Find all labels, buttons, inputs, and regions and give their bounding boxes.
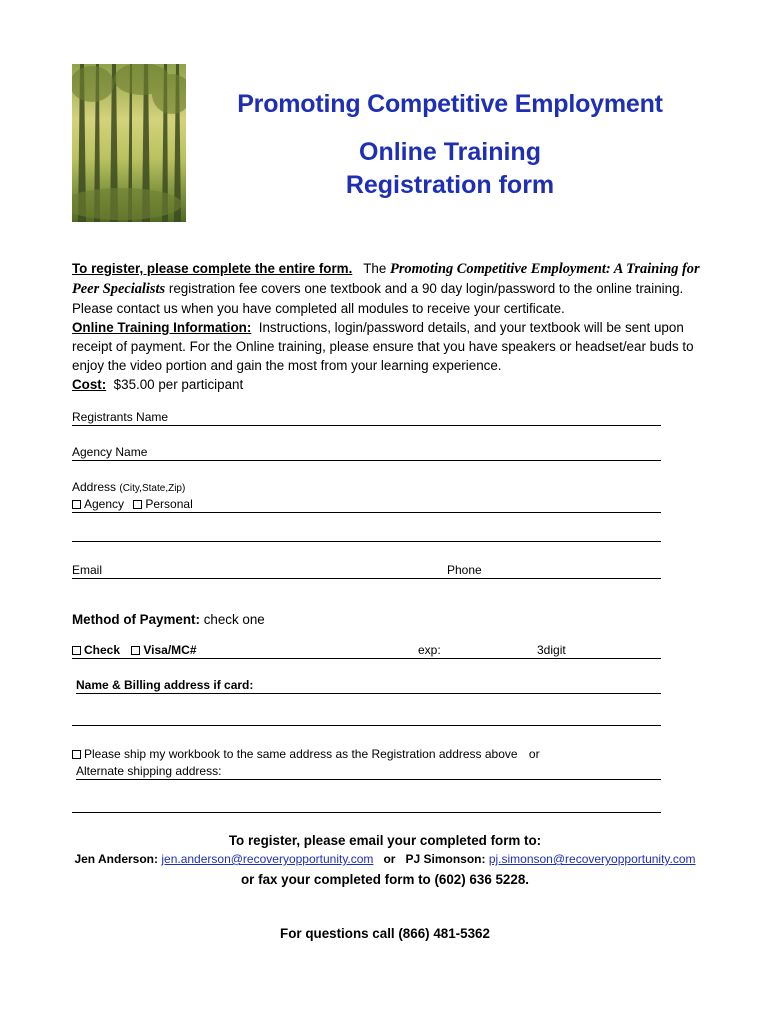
same-address-row[interactable] <box>72 746 540 762</box>
contact1-email-link[interactable]: jen.anderson@recoveryopportunity.com <box>161 852 374 866</box>
payment-instruction: check one <box>203 612 265 627</box>
address-hint: (City,State,Zip) <box>119 483 186 494</box>
billing-line-2[interactable] <box>72 725 661 726</box>
address-line-2[interactable] <box>72 541 661 542</box>
fax-instruction: or fax your completed form to (602) 636 5228. <box>241 872 529 887</box>
contacts-row <box>0 852 770 866</box>
online-info-text: Instructions, login/password details, and your textbook will be sent upon receipt of payment. For the Online training, please ensure that you have speakers or headset/ear buds to enjoy the video portion and gain the most from your learning experience. <box>72 320 694 373</box>
payment-method-field[interactable] <box>72 642 661 659</box>
intro-paragraph <box>72 259 700 394</box>
visa-checkbox[interactable] <box>131 646 140 655</box>
personal-option-label: Personal <box>145 497 193 511</box>
online-info-label: Online Training Information: <box>72 320 252 335</box>
agency-name-label: Agency Name <box>72 445 148 459</box>
page-title: Promoting Competitive Employment <box>237 90 663 118</box>
questions-phone: For questions call (866) 481-5362 <box>280 926 490 941</box>
billing-address-field[interactable] <box>76 677 661 694</box>
page-subtitle-line1: Online Training <box>359 138 541 166</box>
exp-label: exp: <box>418 643 441 657</box>
agency-option-label: Agency <box>84 497 125 511</box>
email-label: Email <box>72 563 103 577</box>
registrants-name-label: Registrants Name <box>72 410 169 424</box>
shipping-or: or <box>528 747 540 761</box>
check-label: Check <box>84 643 121 657</box>
billing-label: Name & Billing address if card: <box>76 678 254 692</box>
personal-checkbox[interactable] <box>133 500 142 509</box>
register-lead: To register, please complete the entire form. <box>72 261 353 276</box>
agency-name-field[interactable] <box>72 444 661 461</box>
check-checkbox[interactable] <box>72 646 81 655</box>
same-address-label: Please ship my workbook to the same address as the Registration address above <box>84 747 518 761</box>
payment-heading-row <box>72 612 265 628</box>
phone-label: Phone <box>447 563 482 577</box>
intro-the: The <box>363 261 387 276</box>
alternate-shipping-field[interactable] <box>76 763 661 780</box>
cost-label: Cost: <box>72 377 107 392</box>
forest-trees-illustration <box>72 64 186 222</box>
email-phone-field[interactable] <box>72 562 661 579</box>
visa-label: Visa/MC# <box>143 643 197 657</box>
address-label: Address <box>72 480 117 494</box>
agency-checkbox[interactable] <box>72 500 81 509</box>
contact2-name: PJ Simonson: <box>405 852 486 866</box>
fee-text: registration fee covers one textbook and a 90 day login/password to the online training. Please contact us when you have completed all modules to receive your certificate. <box>72 281 684 316</box>
address-type-field[interactable] <box>72 496 661 513</box>
address-label-row <box>72 479 185 497</box>
cost-text: $35.00 per participant <box>113 377 244 392</box>
registrants-name-field[interactable] <box>72 409 661 426</box>
alternate-shipping-line-2[interactable] <box>72 812 661 813</box>
payment-heading: Method of Payment: <box>72 612 200 627</box>
same-address-checkbox[interactable] <box>72 750 81 759</box>
contact2-email-link[interactable]: pj.simonson@recoveryopportunity.com <box>488 852 696 866</box>
3digit-label: 3digit <box>537 643 566 657</box>
training-name: Promoting Competitive Employment: A Training for Peer Specialists <box>72 261 700 297</box>
contact1-name: Jen Anderson: <box>74 852 159 866</box>
page-subtitle-line2: Registration form <box>345 171 555 199</box>
alternate-shipping-label: Alternate shipping address: <box>76 764 222 778</box>
contacts-or: or <box>383 852 396 866</box>
forest-photo <box>72 64 186 222</box>
email-instruction: To register, please email your completed form to: <box>228 833 542 848</box>
